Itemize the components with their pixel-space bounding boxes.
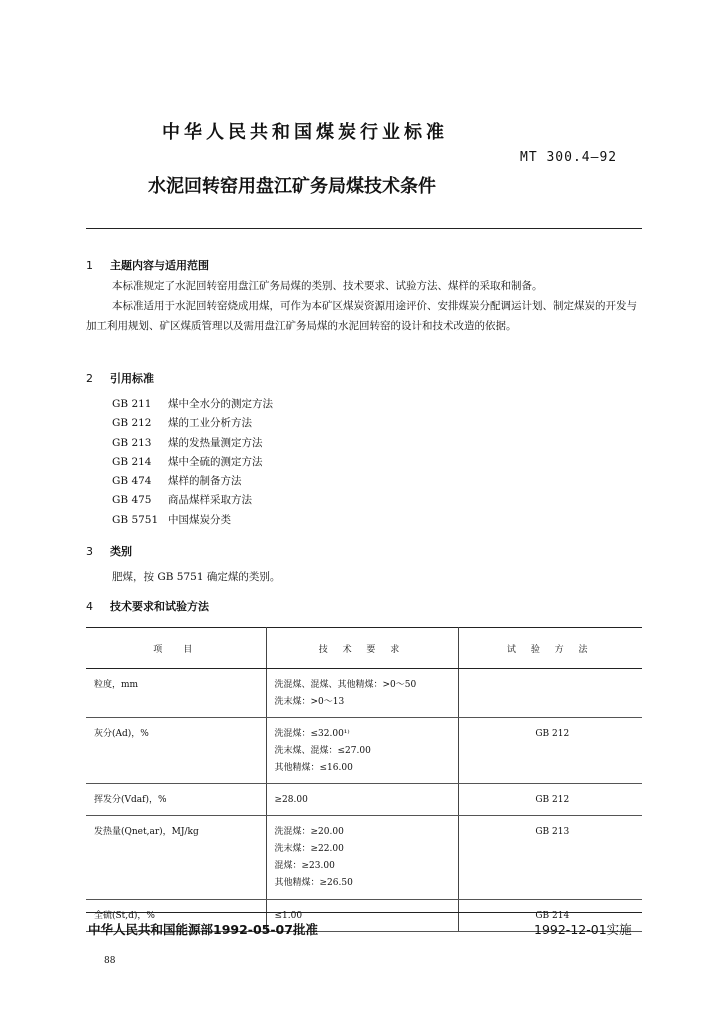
row-method: GB 214 (458, 900, 642, 932)
row-requirements (266, 718, 458, 784)
requirement-line: ≤1.00 (274, 911, 303, 921)
ref-item (112, 414, 273, 433)
row-method: GB 212 (458, 718, 642, 784)
ref-name: 煤样的制备方法 (168, 475, 242, 488)
ref-name: 煤的发热量测定方法 (168, 436, 263, 449)
ref-item (112, 511, 273, 530)
requirement-line: 混煤：≥23.00 (274, 861, 335, 871)
technical-requirements-table (86, 627, 642, 932)
ref-code: GB 474 (112, 475, 152, 488)
section-2-number: 2 (86, 372, 93, 385)
requirement-line: 其他精煤：≤16.00 (274, 763, 353, 773)
row-item: 灰分(Ad)，% (86, 718, 266, 784)
section-3-number: 3 (86, 545, 93, 558)
section-1-paragraph-2: 本标准适用于水泥回转窑烧成用煤，可作为本矿区煤炭资源用途评价、安排煤炭分配调运计划、制定煤炭的开发与加工利用规划、矿区煤质管理以及需用盘江矿务局煤的水泥回转窑的设计和技术改造的依据。 (86, 300, 637, 332)
section-1-paragraph-1: 本标准规定了水泥回转窑用盘江矿务局煤的类别、技术要求、试验方法、煤样的采取和制备。 (112, 280, 543, 292)
requirement-line: 洗混煤：≥20.00 (274, 827, 344, 837)
ref-code: GB 211 (112, 398, 152, 410)
section-3-heading (86, 543, 132, 559)
row-requirements (266, 784, 458, 816)
section-1-title: 主题内容与适用范围 (110, 259, 209, 272)
table-row (86, 784, 642, 816)
row-item: 挥发分(Vdaf)，% (86, 784, 266, 816)
ref-code: GB 213 (112, 436, 152, 449)
title-divider (86, 228, 642, 229)
ref-code: GB 212 (112, 417, 152, 430)
section-4-title: 技术要求和试验方法 (110, 600, 209, 613)
section-2-title: 引用标准 (110, 372, 154, 385)
section-4-number: 4 (86, 600, 93, 613)
table-header-row (86, 628, 642, 669)
approval-statement: 中华人民共和国能源部1992-05-07批准 (88, 922, 318, 937)
row-item: 发热量(Qnet,ar)，MJ/kg (86, 816, 266, 900)
page-number: 88 (104, 956, 116, 966)
row-method (458, 669, 642, 718)
effective-date: 1992-12-01实施 (534, 922, 632, 937)
requirement-line: 洗混煤、混煤、其他精煤：>0～50 (274, 680, 417, 690)
requirement-line: 洗末煤：≥22.00 (274, 844, 344, 854)
requirement-line: 其他精煤：≥26.50 (274, 878, 353, 888)
ref-item (112, 491, 273, 510)
row-method: GB 212 (458, 784, 642, 816)
header-requirements: 技 术 要 求 (266, 628, 458, 669)
section-3-title: 类别 (110, 545, 132, 558)
standard-code: MT 300.4—92 (520, 150, 618, 165)
ref-item (112, 453, 273, 472)
table-row (86, 718, 642, 784)
ref-name: 中国煤炭分类 (168, 513, 231, 526)
section-3-paragraph: 肥煤，按 GB 5751 确定煤的类别。 (112, 571, 281, 583)
ref-name: 煤中全水分的测定方法 (168, 398, 273, 410)
referenced-standards-list (112, 395, 273, 530)
row-item: 全硫(St,d)，% (86, 900, 266, 932)
ref-item (112, 434, 273, 453)
section-1-number: 1 (86, 259, 93, 272)
header-item: 项 目 (86, 628, 266, 669)
section-1-heading (86, 257, 209, 273)
ref-item (112, 472, 273, 491)
standard-type-heading: 中华人民共和国煤炭行业标准 (162, 122, 448, 143)
ref-code: GB 475 (112, 494, 152, 507)
ref-code: GB 5751 (112, 513, 159, 526)
table-row (86, 669, 642, 718)
footer-divider (86, 912, 642, 913)
header-method: 试 验 方 法 (458, 628, 642, 669)
requirement-line: 洗末煤、混煤：≤27.00 (274, 746, 371, 756)
row-requirements (266, 669, 458, 718)
row-item: 粒度，mm (86, 669, 266, 718)
requirement-line: ≥28.00 (274, 795, 308, 805)
ref-name: 商品煤样采取方法 (168, 494, 252, 507)
document-title: 水泥回转窑用盘江矿务局煤技术条件 (148, 176, 436, 197)
ref-name: 煤中全硫的测定方法 (168, 455, 263, 468)
row-requirements (266, 816, 458, 900)
requirement-line: 洗末煤：>0～13 (274, 697, 345, 707)
section-2-heading (86, 370, 154, 386)
ref-item (112, 395, 273, 414)
row-method: GB 213 (458, 816, 642, 900)
table-row (86, 816, 642, 900)
section-4-heading (86, 598, 209, 614)
requirement-line: 洗混煤：≤32.00¹⁾ (274, 729, 350, 739)
ref-name: 煤的工业分析方法 (168, 417, 252, 430)
ref-code: GB 214 (112, 455, 152, 468)
